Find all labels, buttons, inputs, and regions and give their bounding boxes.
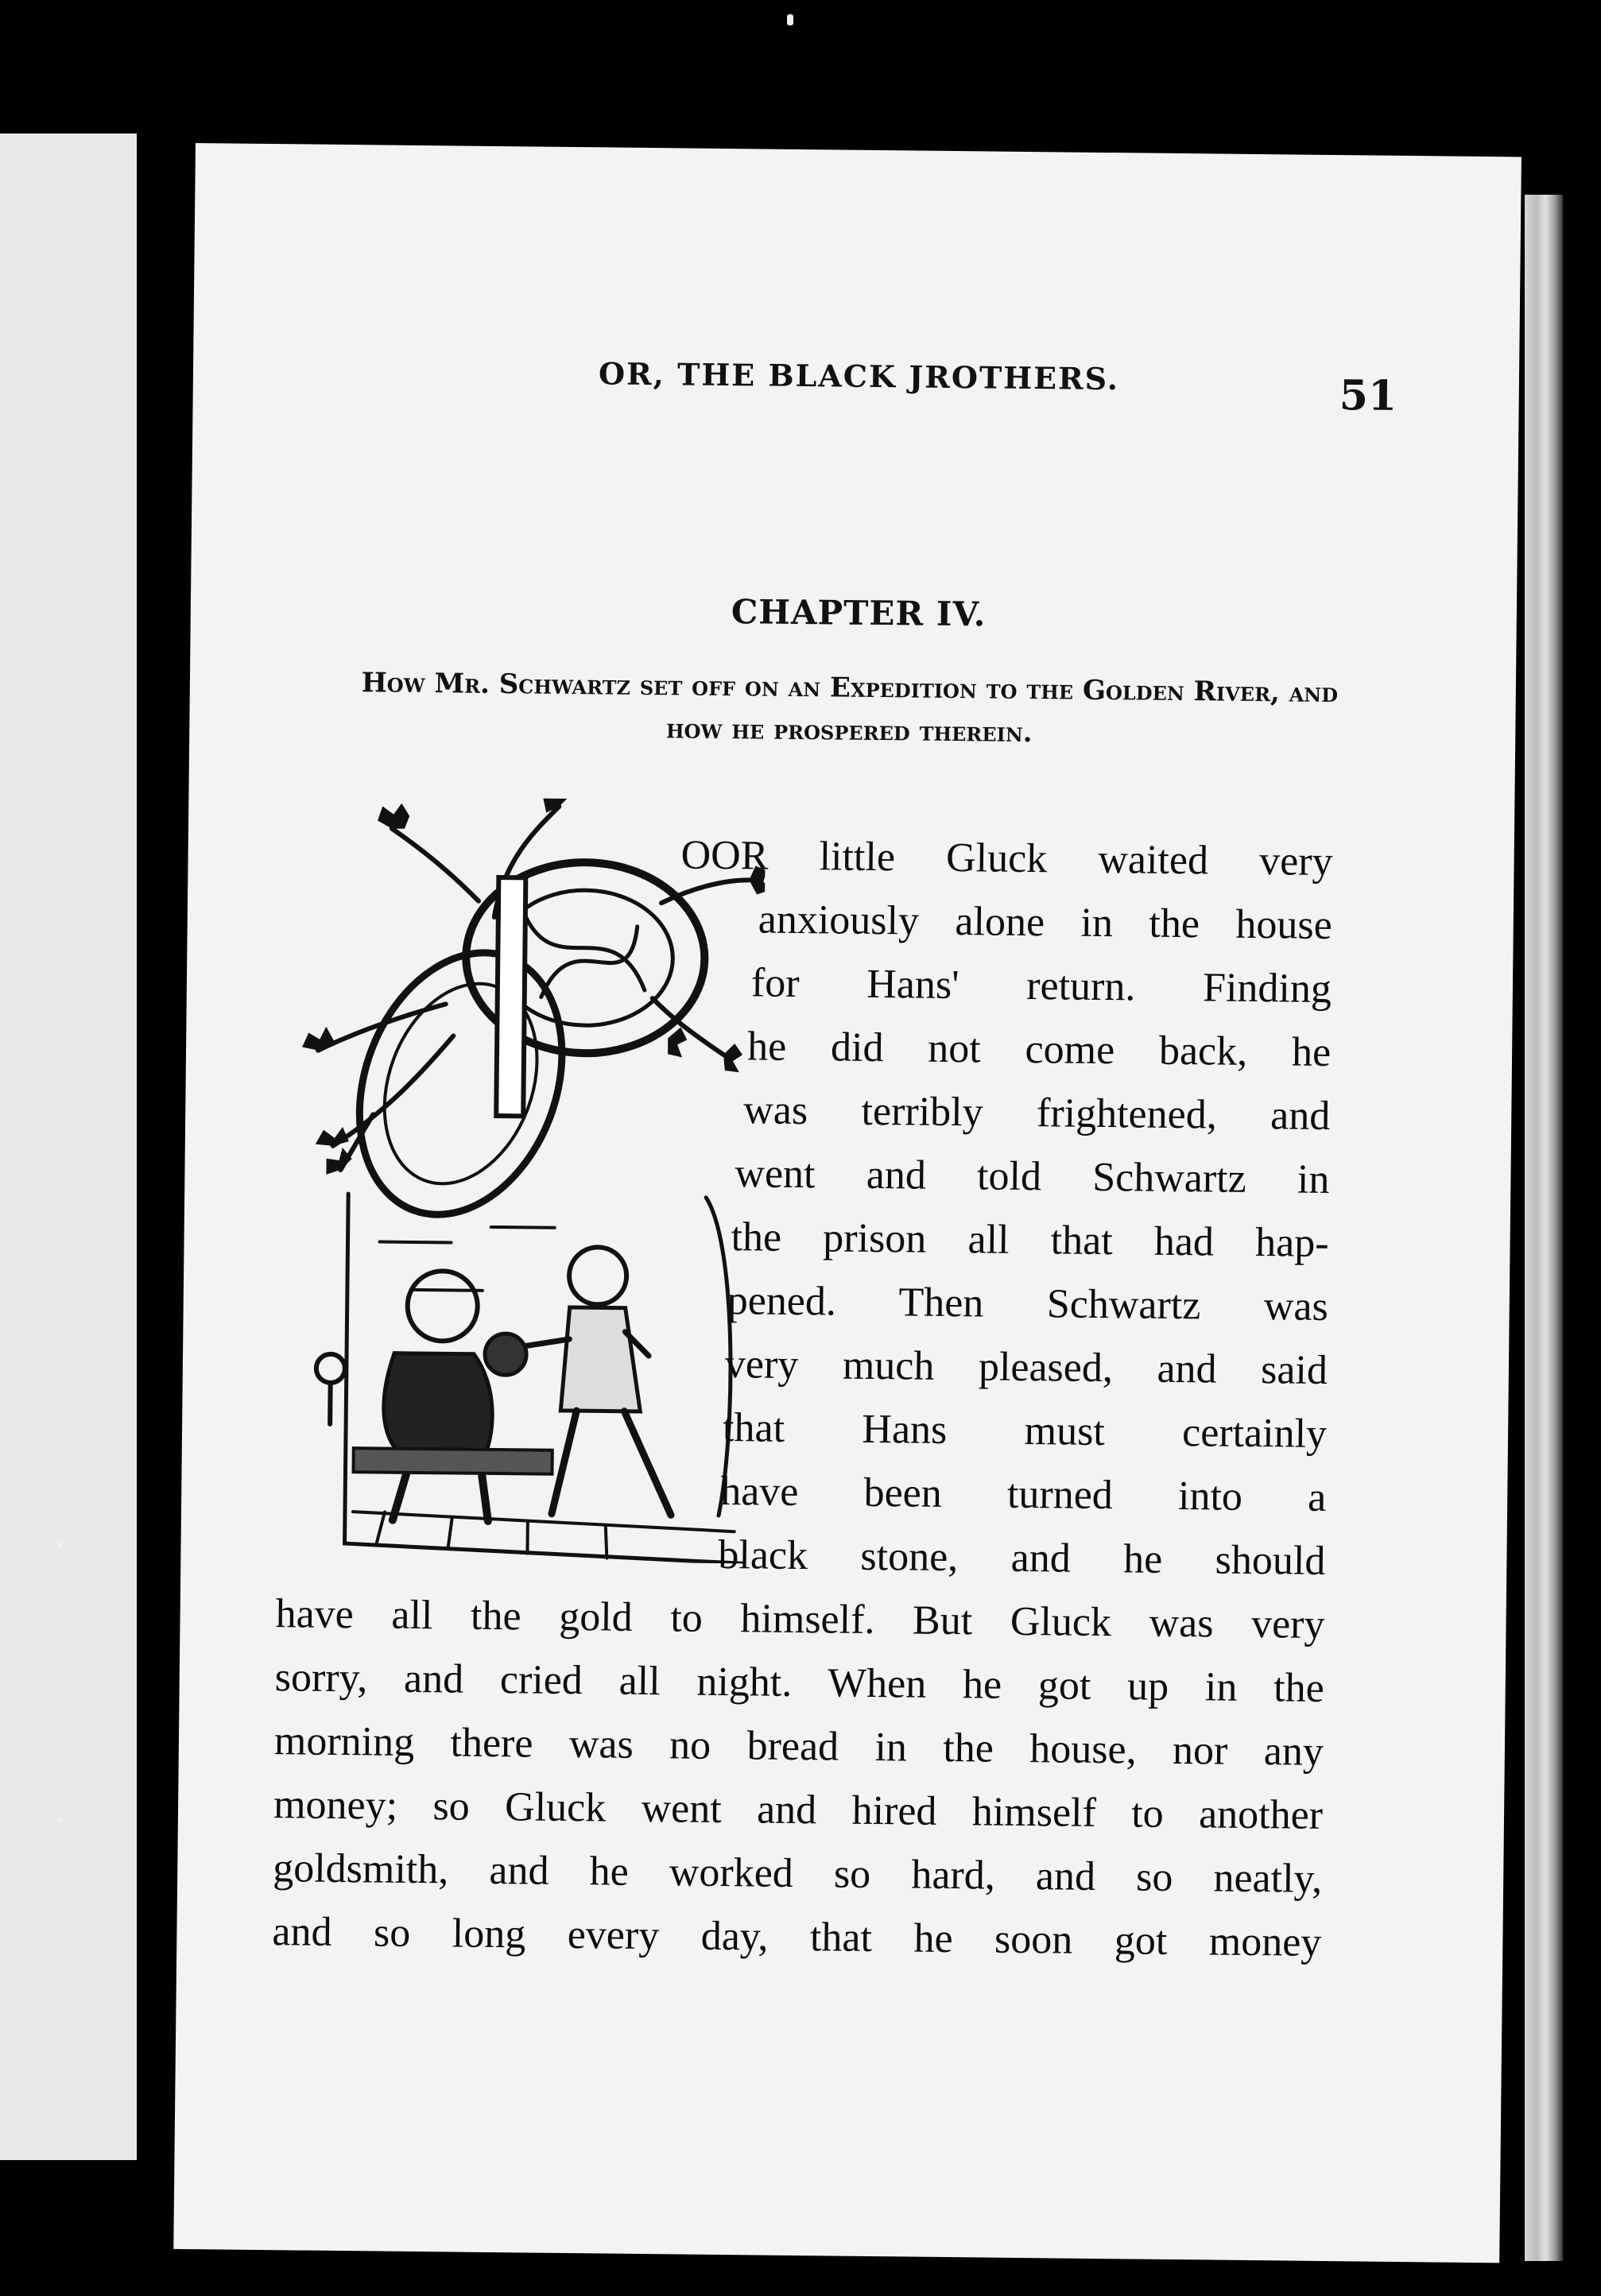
chapter-title: CHAPTER IV. xyxy=(731,592,987,634)
text-line: have been turned into a xyxy=(719,1469,1327,1520)
page-edge-stack xyxy=(1525,195,1563,2261)
text-line: OOR little Gluck waited very xyxy=(680,832,1333,885)
text-line: and so long every day, that he soon got money xyxy=(272,1909,1322,1965)
scan-speck xyxy=(57,1542,62,1547)
text-line: that Hans must certainly xyxy=(722,1405,1328,1457)
text-line: very much pleased, and said xyxy=(724,1342,1328,1393)
text-line: money; so Gluck went and hired himself to another xyxy=(273,1782,1324,1838)
text-line: pened. Then Schwartz was xyxy=(727,1278,1329,1330)
text-line: was terribly frightened, and xyxy=(742,1087,1331,1140)
scan-speck xyxy=(787,14,793,25)
chapter-subtitle: How Mr. Schwartz set off on an Expedition to the Golden River, and how he prospered therein. xyxy=(361,667,1339,749)
drop-cap-illustration xyxy=(289,796,766,1563)
text-line: black stone, and he should xyxy=(718,1531,1326,1584)
text-line: have all the gold to himself. But Gluck was very xyxy=(275,1591,1325,1647)
text-line: goldsmith, and he worked so hard, and so neatly, xyxy=(272,1845,1323,1902)
left-page-edge xyxy=(0,134,137,2160)
text-line: the prison all that had hap- xyxy=(731,1214,1329,1267)
text-line: went and told Schwartz in xyxy=(735,1151,1330,1203)
text-line: anxiously alone in the house xyxy=(758,896,1333,949)
text-line: sorry, and cried all night. When he got up in the xyxy=(274,1655,1325,1711)
running-head: OR, THE BLACK JROTHERS. xyxy=(598,355,1120,397)
text-line: he did not come back, he xyxy=(746,1024,1332,1076)
scan-speck xyxy=(57,1818,62,1823)
page-number: 51 xyxy=(1339,371,1397,420)
book-page xyxy=(173,143,1522,2263)
text-line: for Hans' return. Finding xyxy=(750,960,1332,1012)
text-line: morning there was no bread in the house, nor any xyxy=(273,1718,1324,1775)
